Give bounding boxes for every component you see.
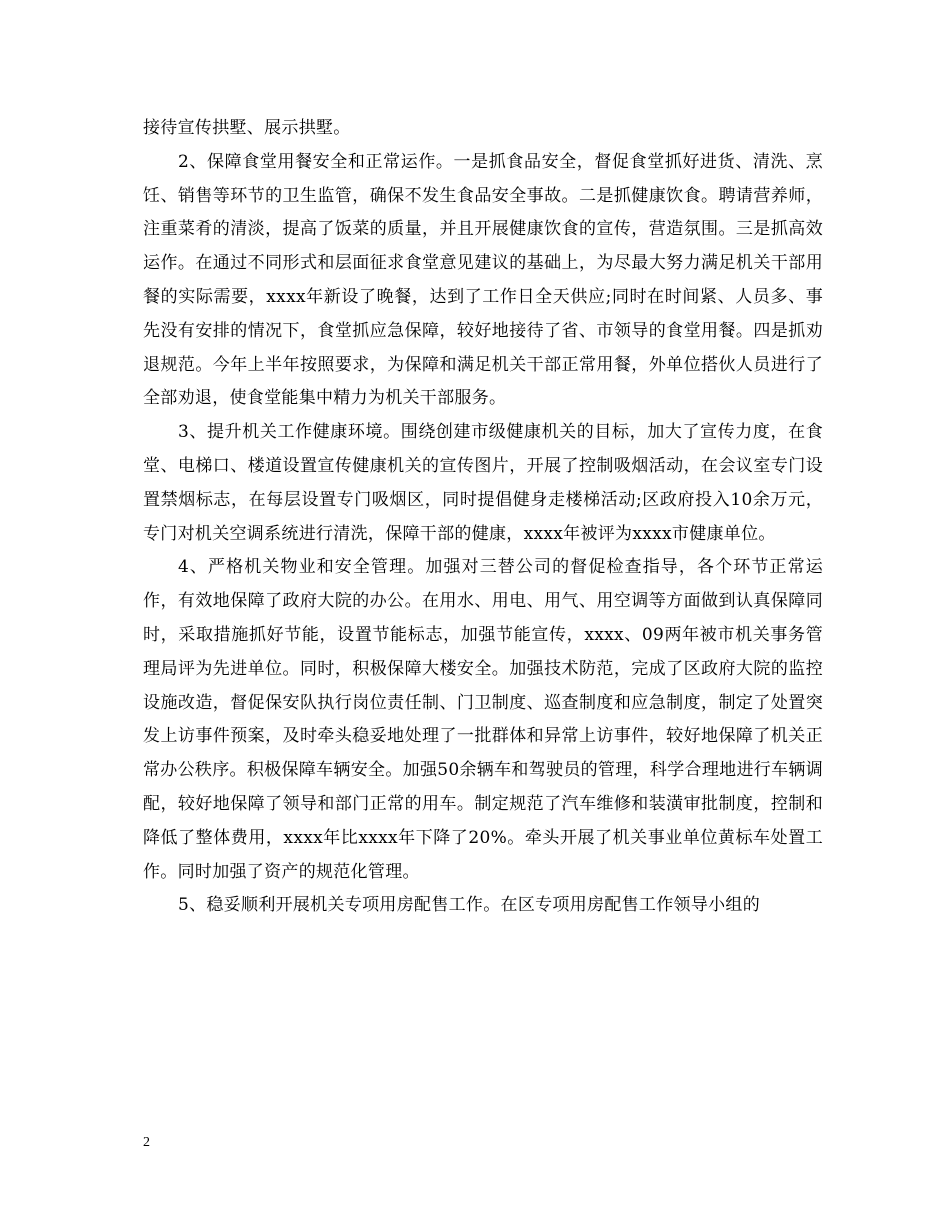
document-body — [143, 112, 823, 923]
page-number: 2 — [143, 1135, 150, 1150]
paragraph-2: 2、保障食堂用餐安全和正常运作。一是抓食品安全，督促食堂抓好进货、清洗、烹饪、销售等环节的卫生监管，确保不发生食品安全事故。二是抓健康饮食。聘请营养师，注重菜肴的清淡，提高了饭菜的质量，并且开展健康饮食的宣传，营造氛围。三是抓高效运作。在通过不同形式和层面征求食堂意见建议的基础上，为尽最大努力满足机关干部用餐的实际需要，xxxx年新设了晚餐，达到了工作日全天供应;同时在时间紧、人员多、事先没有安排的情况下，食堂抓应急保障，较好地接待了省、市领导的食堂用餐。四是抓劝退规范。今年上半年按照要求，为保障和满足机关干部正常用餐，外单位搭伙人员进行了全部劝退，使食堂能集中精力为机关干部服务。 — [143, 151, 823, 409]
paragraph-3: 3、提升机关工作健康环境。围绕创建市级健康机关的目标，加大了宣传力度，在食堂、电梯口、楼道设置宣传健康机关的宣传图片，开展了控制吸烟活动，在会议室专门设置禁烟标志，在每层设置专门吸烟区，同时提倡健身走楼梯活动;区政府投入10余万元，专门对机关空调系统进行清洗，保障干部的健康，xxxx年被评为xxxx市健康单位。 — [143, 422, 823, 544]
paragraph-4: 4、严格机关物业和安全管理。加强对三替公司的督促检查指导，各个环节正常运作，有效地保障了政府大院的办公。在用水、用电、用气、用空调等方面做到认真保障同时，采取措施抓好节能，设置节能标志，加强节能宣传，xxxx、09两年被市机关事务管理局评为先进单位。同时，积极保障大楼安全。加强技术防范，完成了区政府大院的监控设施改造，督促保安队执行岗位责任制、门卫制度、巡查制度和应急制度，制定了处置突发上访事件预案，及时牵头稳妥地处理了一批群体和异常上访事件，较好地保障了机关正常办公秩序。积极保障车辆安全。加强50余辆车和驾驶员的管理，科学合理地进行车辆调配，较好地保障了领导和部门正常的用车。制定规范了汽车维修和装潢审批制度，控制和降低了整体费用，xxxx年比xxxx年下降了20%。牵头开展了机关事业单位黄标车处置工作。同时加强了资产的规范化管理。 — [143, 557, 823, 882]
paragraph-1: 接待宣传拱墅、展示拱墅。 — [143, 118, 351, 138]
paragraph-5: 5、稳妥顺利开展机关专项用房配售工作。在区专项用房配售工作领导小组的 — [178, 895, 761, 916]
